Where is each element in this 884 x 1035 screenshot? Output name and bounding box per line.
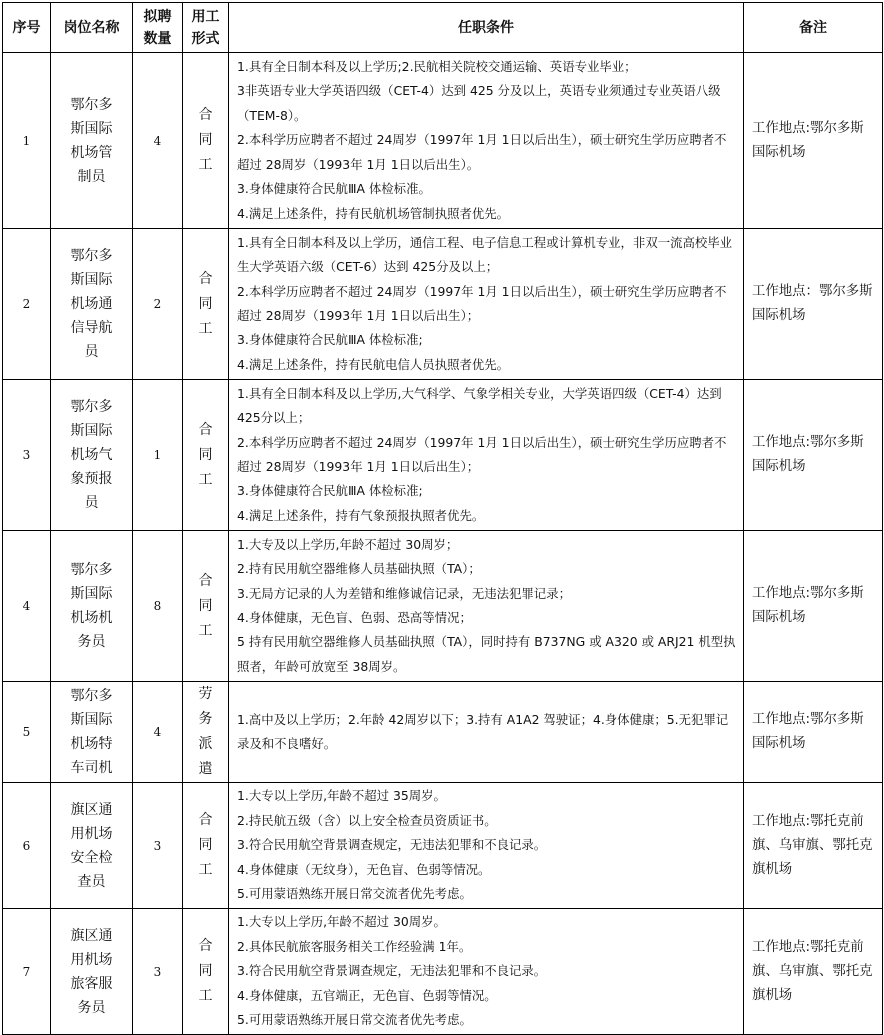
table-row bbox=[3, 682, 883, 783]
requirement-item: 3.符合民用航空背景调查规定，无违法犯罪和不良记录。 bbox=[237, 963, 547, 979]
note-cell: 工作地点:鄂尔多斯国际机场 bbox=[744, 531, 883, 682]
requirement-item: 5.可用蒙语熟练开展日常交流者优先考虑。 bbox=[237, 886, 472, 902]
requirement-item: 3非英语专业大学英语四级（CET-4）达到 425 分及以上，英语专业须通过专业英语八级（TEM-8）。 bbox=[237, 83, 721, 123]
hire-count: 1 bbox=[133, 380, 183, 531]
position-name: 鄂尔多斯国际机场气象预报员 bbox=[51, 380, 133, 531]
position-name: 旗区通用机场安全检查员 bbox=[51, 783, 133, 909]
requirement-item: 4.满足上述条件，持有民航电信人员执照者优先。 bbox=[237, 356, 510, 372]
requirement-item: 2.具体民航旅客服务相关工作经验满 1年。 bbox=[237, 938, 472, 954]
requirement-item: 1.大专及以上学历,年龄不超过 30周岁； bbox=[237, 536, 459, 552]
hire-count: 3 bbox=[133, 909, 183, 1035]
employment-type: 合同工 bbox=[183, 380, 229, 531]
requirements-cell bbox=[229, 380, 744, 531]
employment-type: 合同工 bbox=[183, 909, 229, 1035]
requirement-item: 4.身体健康，五官端正，无色盲、色弱等情况。 bbox=[237, 987, 497, 1003]
header-no: 序号 bbox=[3, 3, 51, 53]
requirement-item: 2.本科学历应聘者不超过 24周岁（1997年 1月 1日以后出生），硕士研究生学历应聘者不超过 28周岁（1993年 1月 1日以后出生）； bbox=[237, 283, 727, 323]
requirements-cell bbox=[229, 909, 744, 1035]
requirements-cell bbox=[229, 531, 744, 682]
table-row bbox=[3, 783, 883, 909]
table-row bbox=[3, 229, 883, 380]
row-number: 2 bbox=[3, 229, 51, 380]
employment-type: 合同工 bbox=[183, 53, 229, 229]
position-name: 鄂尔多斯国际机场通信导航员 bbox=[51, 229, 133, 380]
employment-type: 合同工 bbox=[183, 229, 229, 380]
row-number: 1 bbox=[3, 53, 51, 229]
employment-type: 劳务派遣 bbox=[183, 682, 229, 783]
note-cell: 工作地点:鄂尔多斯国际机场 bbox=[744, 380, 883, 531]
header-count: 拟聘数量 bbox=[133, 3, 183, 53]
requirement-item: 1.具有全日制本科及以上学历;2.民航相关院校交通运输、英语专业毕业； bbox=[237, 59, 637, 75]
note-cell: 工作地点:鄂托克前旗、乌审旗、鄂托克旗机场 bbox=[744, 783, 883, 909]
employment-type: 合同工 bbox=[183, 783, 229, 909]
table-row bbox=[3, 531, 883, 682]
row-number: 5 bbox=[3, 682, 51, 783]
note-cell: 工作地点:鄂尔多斯国际机场 bbox=[744, 53, 883, 229]
requirements-cell bbox=[229, 682, 744, 783]
requirement-item: 3.无局方记录的人为差错和维修诚信记录，无违法犯罪记录； bbox=[237, 585, 571, 601]
requirement-item: 2.本科学历应聘者不超过 24周岁（1997年 1月 1日以后出生），硕士研究生学历应聘者不超过 28周岁（1993年 1月 1日以后出生）。 bbox=[237, 132, 727, 172]
row-number: 6 bbox=[3, 783, 51, 909]
requirement-item: 2.持民航五级（含）以上安全检查员资质证书。 bbox=[237, 812, 497, 828]
header-requirements: 任职条件 bbox=[229, 3, 744, 53]
table-row bbox=[3, 380, 883, 531]
note-cell: 工作地点:鄂尔多斯国际机场 bbox=[744, 682, 883, 783]
position-name: 鄂尔多斯国际机场管制员 bbox=[51, 53, 133, 229]
hire-count: 4 bbox=[133, 53, 183, 229]
requirement-item: 3.身体健康符合民航ⅢA 体检标准; bbox=[237, 332, 423, 348]
note-cell: 工作地点：鄂尔多斯国际机场 bbox=[744, 229, 883, 380]
row-number: 7 bbox=[3, 909, 51, 1035]
requirements-cell bbox=[229, 229, 744, 380]
requirement-item: 4.满足上述条件，持有民航机场管制执照者优先。 bbox=[237, 205, 510, 221]
requirement-item: 1.具有全日制本科及以上学历,大气科学、气象学相关专业，大学英语四级（CET-4）达到 425分以上； bbox=[237, 385, 722, 426]
requirement-item: 3.符合民用航空背景调查规定，无违法犯罪和不良记录。 bbox=[237, 837, 547, 853]
table-row bbox=[3, 53, 883, 229]
requirement-item: 1.具有全日制本科及以上学历，通信工程、电子信息工程或计算机专业，非双一流高校毕业生大学英语六级（CET-6）达到 425分及以上； bbox=[237, 234, 733, 275]
table-row bbox=[3, 909, 883, 1035]
recruitment-table bbox=[2, 2, 883, 1035]
row-number: 3 bbox=[3, 380, 51, 531]
requirement-item: 3.身体健康符合民航ⅢA 体检标准; bbox=[237, 483, 423, 499]
header-note: 备注 bbox=[744, 3, 883, 53]
requirement-item: 3.身体健康符合民航ⅢA 体检标准。 bbox=[237, 181, 431, 197]
position-name: 旗区通用机场旅客服务员 bbox=[51, 909, 133, 1035]
header-name: 岗位名称 bbox=[51, 3, 133, 53]
hire-count: 3 bbox=[133, 783, 183, 909]
hire-count: 2 bbox=[133, 229, 183, 380]
requirement-item: 5 持有民用航空器维修人员基础执照（TA），同时持有 B737NG 或 A320 或 ARJ21 机型执照者，年龄可放宽至 38周岁。 bbox=[237, 634, 736, 674]
hire-count: 4 bbox=[133, 682, 183, 783]
row-number: 4 bbox=[3, 531, 51, 682]
requirement-item: 2.本科学历应聘者不超过 24周岁（1997年 1月 1日以后出生），硕士研究生学历应聘者不超过 28周岁（1993年 1月 1日以后出生）； bbox=[237, 434, 727, 474]
header-type: 用工形式 bbox=[183, 3, 229, 53]
requirement-item: 4.满足上述条件，持有气象预报执照者优先。 bbox=[237, 507, 485, 523]
requirement-item: 4.身体健康，无色盲、色弱、恐高等情况； bbox=[237, 610, 472, 625]
table-body bbox=[3, 53, 883, 1035]
requirement-item: 2.持有民用航空器维修人员基础执照（TA）； bbox=[237, 561, 481, 577]
requirement-item: 5.可用蒙语熟练开展日常交流者优先考虑。 bbox=[237, 1012, 472, 1028]
hire-count: 8 bbox=[133, 531, 183, 682]
note-cell: 工作地点:鄂托克前旗、乌审旗、鄂托克旗机场 bbox=[744, 909, 883, 1035]
requirements-cell bbox=[229, 53, 744, 229]
employment-type: 合同工 bbox=[183, 531, 229, 682]
requirement-item: 1.大专以上学历,年龄不超过 30周岁。 bbox=[237, 914, 446, 930]
position-name: 鄂尔多斯国际机场特车司机 bbox=[51, 682, 133, 783]
requirement-item: 1.大专以上学历,年龄不超过 35周岁。 bbox=[237, 788, 446, 804]
requirement-item: 4.身体健康（无纹身），无色盲、色弱等情况。 bbox=[237, 861, 491, 877]
requirement-item: 1.高中及以上学历；2.年龄 42周岁以下；3.持有 A1A2 驾驶证；4.身体健康；5.无犯罪记录及和不良嗜好。 bbox=[237, 711, 729, 751]
header-row bbox=[3, 3, 883, 53]
requirements-cell bbox=[229, 783, 744, 909]
position-name: 鄂尔多斯国际机场机务员 bbox=[51, 531, 133, 682]
